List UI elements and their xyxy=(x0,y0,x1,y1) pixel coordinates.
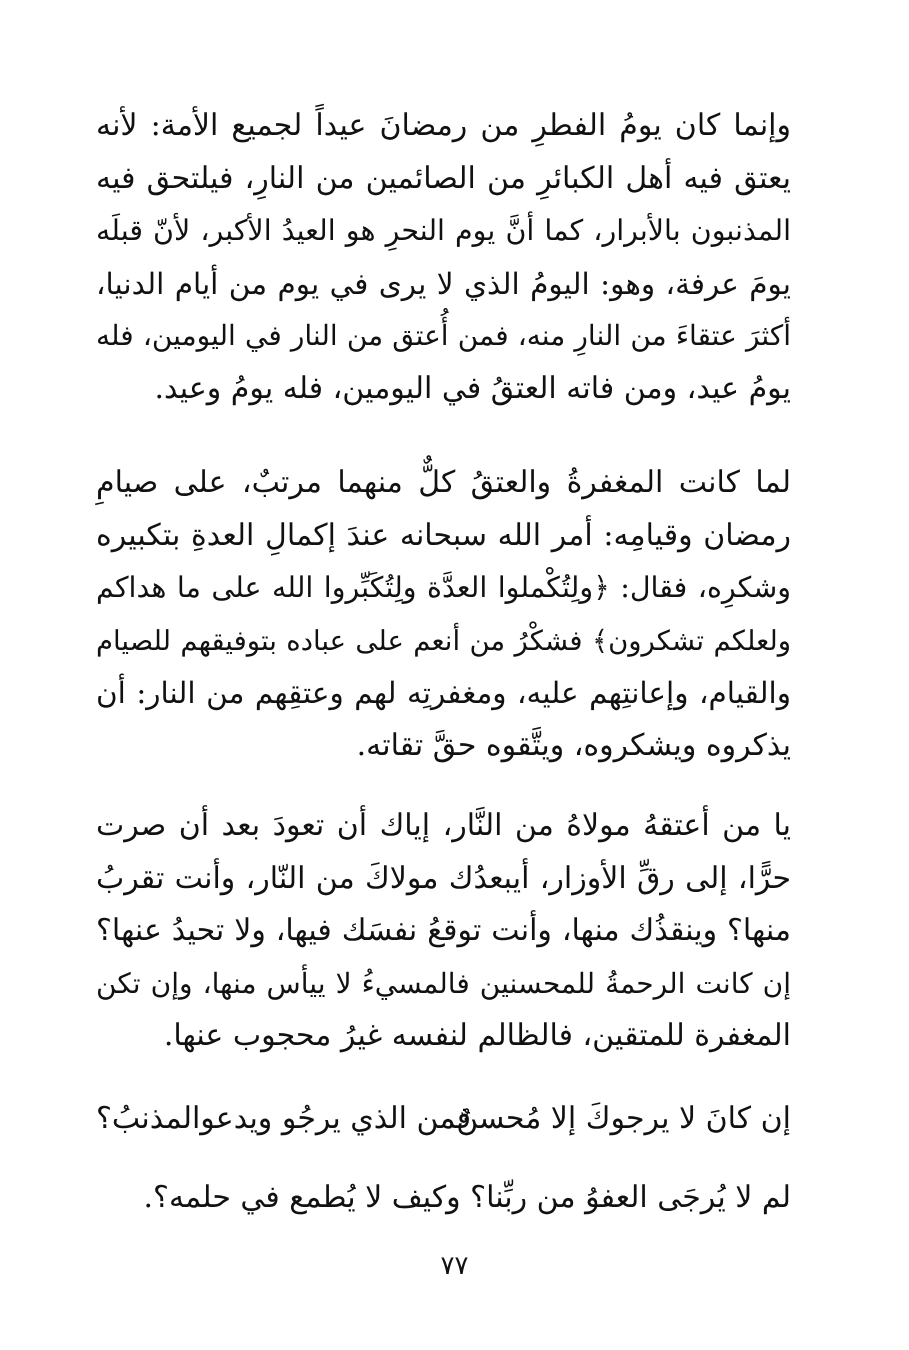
paragraph-forgiveness-and-thanks xyxy=(96,457,791,773)
text-line: يعتق فيه أهل الكبائرِ من الصائمين من النارِ، فيلتحق فيه xyxy=(96,160,791,196)
text-line: رمضان وقيامِه: أمر الله سبحانه عندَ إكمالِ العدةِ بتكبيره xyxy=(96,517,791,553)
text-line: والقيام، وإعانتِهم عليه، ومغفرتِه لهم وعتقِهم من النار: أن xyxy=(96,676,791,711)
text-line: يا من أعتقهُ مولاهُ من النَّار، إياك أن تعودَ بعد أن صرت xyxy=(96,808,791,843)
text-line: يومُ عيد، ومن فاته العتقُ في اليومين، فله يومُ وعيد. xyxy=(154,370,791,406)
text-line: يومَ عرفة، وهو: اليومُ الذي لا يرى في يوم من أيام الدنيا، xyxy=(96,266,791,301)
text-line: حرًّا، إلى رقِّ الأوزار، أيبعدُك مولاكَ من النّار، وأنت تقربُ xyxy=(96,860,791,896)
text-line: المذنبون بالأبرار، كما أنَّ يوم النحرِ هو العيدُ الأكبر، لأنّ قبلَه xyxy=(96,214,791,248)
text-line: منها؟ وينقذُك منها، وأنت توقعُ نفسَك فيها، ولا تحيدُ عنها؟ xyxy=(96,913,791,949)
text-line: لما كانت المغفرةُ والعتقُ كلٌّ منهما مرتبٌ، على صيامِ xyxy=(96,465,791,500)
text-line: المغفرة للمتقين، فالظالم لنفسه غيرُ محجوب عنها. xyxy=(163,1018,791,1054)
closing-line: لم لا يُرجَى العفوُ من ربِّنا؟ وكيف لا يُطمع في حلمه؟. xyxy=(143,1180,791,1215)
page-number: ٧٧ xyxy=(440,1251,469,1281)
paragraph-eid-al-fitr xyxy=(96,100,791,416)
verse-hemistich-second: فمن الذي يرجُو ويدعوالمذنبُ؟ xyxy=(96,1101,472,1136)
text-line: إن كانت الرحمةُ للمحسنين فالمسيءُ لا ييأس منها، وإن تكن xyxy=(96,966,791,1000)
text-line: ولعلكم تشكرون﴾ فشكْرُ من أنعم على عباده بتوفيقهم للصيام xyxy=(96,624,791,657)
text-line: يذكروه ويشكروه، ويتَّقوه حقَّ تقاته. xyxy=(356,727,791,763)
paragraph-exhortation xyxy=(96,800,791,1063)
verse-hemistich-first: إن كانَ لا يرجوكَ إلا مُحسنٌ xyxy=(456,1101,791,1136)
text-line: وإنما كان يومُ الفطرِ من رمضانَ عيداً لجميع الأمة: لأنه xyxy=(96,108,791,143)
text-line: أكثرَ عتقاءَ من النارِ منه، فمن أُعتق من النار في اليومين، فله xyxy=(96,319,791,353)
text-line: وشكرِه، فقال: ﴿ولِتُكْملوا العدَّة ولِتُكَبِّروا الله على ما هداكم xyxy=(96,571,791,605)
